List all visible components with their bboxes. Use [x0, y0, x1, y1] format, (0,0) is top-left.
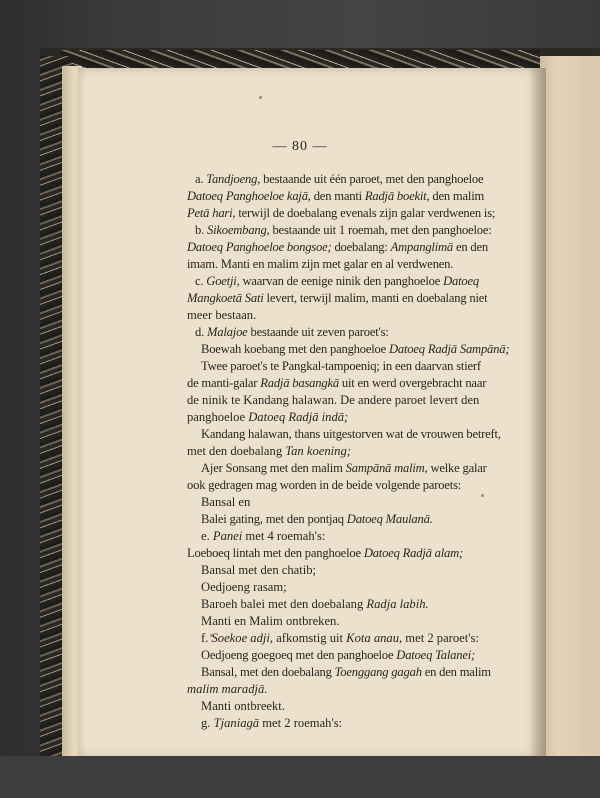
italic-term: Kota anau, [346, 631, 403, 645]
text-segment: welke galar [427, 461, 487, 475]
italic-term: Datoeq Talanei; [396, 648, 476, 662]
text-line [201, 495, 261, 510]
italic-term: Sampānā malim, [345, 461, 428, 475]
italic-term: Sikoembang, [207, 223, 270, 237]
italic-term: Datoeq [443, 274, 479, 288]
italic-term: Datoeq Maulanā. [346, 512, 433, 526]
italic-term: Soekoe adji, [211, 631, 274, 645]
text-segment: g. [201, 716, 214, 730]
text-segment: Manti en Malim ontbreken. [201, 614, 340, 628]
text-segment: Balei gating, met den pontjaq [201, 512, 347, 526]
text-segment: Oedjoeng goegoeq met den panghoeloe [201, 648, 397, 662]
text-line [187, 189, 485, 204]
text-segment: met 2 paroet's: [402, 631, 479, 645]
page-number: — 80 — [272, 139, 328, 154]
text-segment: bestaande uit zeven paroet's: [247, 325, 389, 339]
text-line [195, 172, 484, 187]
text-segment: c. [195, 274, 207, 288]
italic-term: malim maradjā. [187, 682, 268, 696]
text-line [195, 274, 479, 289]
text-line [201, 427, 501, 442]
text-segment: met 2 roemah's: [259, 716, 343, 730]
text-segment: Bansal, met den doebalang [201, 665, 335, 679]
text-segment: den manti [310, 189, 365, 203]
text-line [187, 206, 496, 221]
text-line [201, 563, 331, 578]
text-line [187, 546, 464, 561]
text-segment: waarvan de eenige ninik den panghoeloe [239, 274, 444, 288]
text-segment: de manti-galar [187, 376, 261, 390]
text-line [187, 308, 277, 323]
text-line [187, 682, 277, 697]
italic-term: Datoeq Radjā indā; [248, 410, 349, 424]
text-segment: uit en werd overgebracht naar [338, 376, 487, 390]
text-line [187, 257, 459, 272]
italic-term: Radjā basangkā [260, 376, 339, 390]
text-segment: a. [195, 172, 207, 186]
italic-term: Tjaniagā [213, 716, 260, 730]
text-segment: imam. Manti en malim zijn met galar en al verdwenen. [187, 257, 454, 271]
text-segment: terwijl de doebalang evenals zijn galar verdwenen is; [235, 206, 496, 220]
text-segment: bestaande uit één paroet, met den panghoeloe [260, 172, 484, 186]
text-segment: d. [195, 325, 207, 339]
text-segment: Bansal met den chatib; [201, 563, 317, 577]
italic-term: Mangkoetā Sati [187, 291, 264, 305]
italic-term: Datoeq Radjā alam; [363, 546, 464, 560]
text-line [201, 665, 491, 680]
text-line [201, 512, 431, 527]
text-segment: met 4 roemah's: [242, 529, 326, 543]
text-segment: meer bestaan. [187, 308, 257, 322]
italic-term: Malajoe [207, 325, 248, 339]
text-segment: Loeboeq lintah met den panghoeloe [187, 546, 364, 560]
italic-term: Radja labih. [366, 597, 429, 611]
text-segment: ook gedragen mag worden in de beide volgende paroets: [187, 478, 462, 492]
text-segment: doebalang: [331, 240, 391, 254]
text-line [201, 631, 479, 646]
text-line [201, 716, 351, 731]
text-segment: met den doebalang [187, 444, 286, 458]
text-segment: Ajer Sonsang met den malim [201, 461, 346, 475]
text-line [187, 291, 488, 306]
text-line [187, 376, 487, 391]
text-segment: f. [201, 631, 212, 645]
text-line [201, 580, 296, 595]
text-segment: b. [195, 223, 207, 237]
text-line [201, 699, 301, 714]
text-segment: levert, terwijl malim, manti en doebalang niet [263, 291, 488, 305]
text-line [195, 325, 395, 340]
text-line [201, 529, 351, 544]
italic-term: Datoeq Panghoeloe bongsoe; [187, 240, 332, 254]
italic-term: Goetji, [206, 274, 240, 288]
italic-term: Datoeq Radjā Sampānā; [389, 342, 510, 356]
text-line [187, 393, 479, 408]
italic-term: Ampanglimā [390, 240, 454, 254]
text-line [187, 478, 467, 493]
text-segment: Baroeh balei met den doebalang [201, 597, 367, 611]
text-segment: Twee paroet's te Pangkal-tampoeniq; in een daarvan stierf [201, 359, 481, 373]
italic-term: Radjā boekit, [364, 189, 430, 203]
text-line [201, 359, 479, 374]
text-segment: afkomstig uit [273, 631, 347, 645]
text-line [201, 342, 510, 357]
text-line [195, 223, 492, 238]
text-segment: en den malim [421, 665, 491, 679]
text-line [201, 648, 479, 663]
italic-term: Petā hari, [187, 206, 236, 220]
text-line [187, 410, 357, 425]
text-segment: panghoeloe [187, 410, 249, 424]
italic-term: Tandjoeng, [206, 172, 261, 186]
text-segment: Oedjoeng rasam; [201, 580, 287, 594]
italic-term: Panei [212, 529, 243, 543]
text-line [201, 614, 341, 629]
text-line [201, 597, 431, 612]
italic-term: Toenggang gagah [334, 665, 422, 679]
text-line [187, 240, 488, 255]
text-line [201, 461, 487, 476]
text-segment: Kandang halawan, thans uitgestorven wat de vrouwen betreft, [201, 427, 501, 441]
text-segment: e. [201, 529, 213, 543]
text-segment: Manti ontbreekt. [201, 699, 285, 713]
text-line [187, 444, 357, 459]
italic-term: Datoeq Panghoeloe kajā, [187, 189, 311, 203]
italic-term: Tan koening; [285, 444, 351, 458]
text-segment: Boewah koebang met den panghoeloe [201, 342, 389, 356]
text-segment: bestaande uit 1 roemah, met den panghoeloe: [269, 223, 492, 237]
text-segment: Bansal en [201, 495, 251, 509]
text-segment: en den [453, 240, 488, 254]
text-segment: de ninik te Kandang halawan. De andere paroet levert den [187, 393, 480, 407]
text-segment: den malim [429, 189, 485, 203]
